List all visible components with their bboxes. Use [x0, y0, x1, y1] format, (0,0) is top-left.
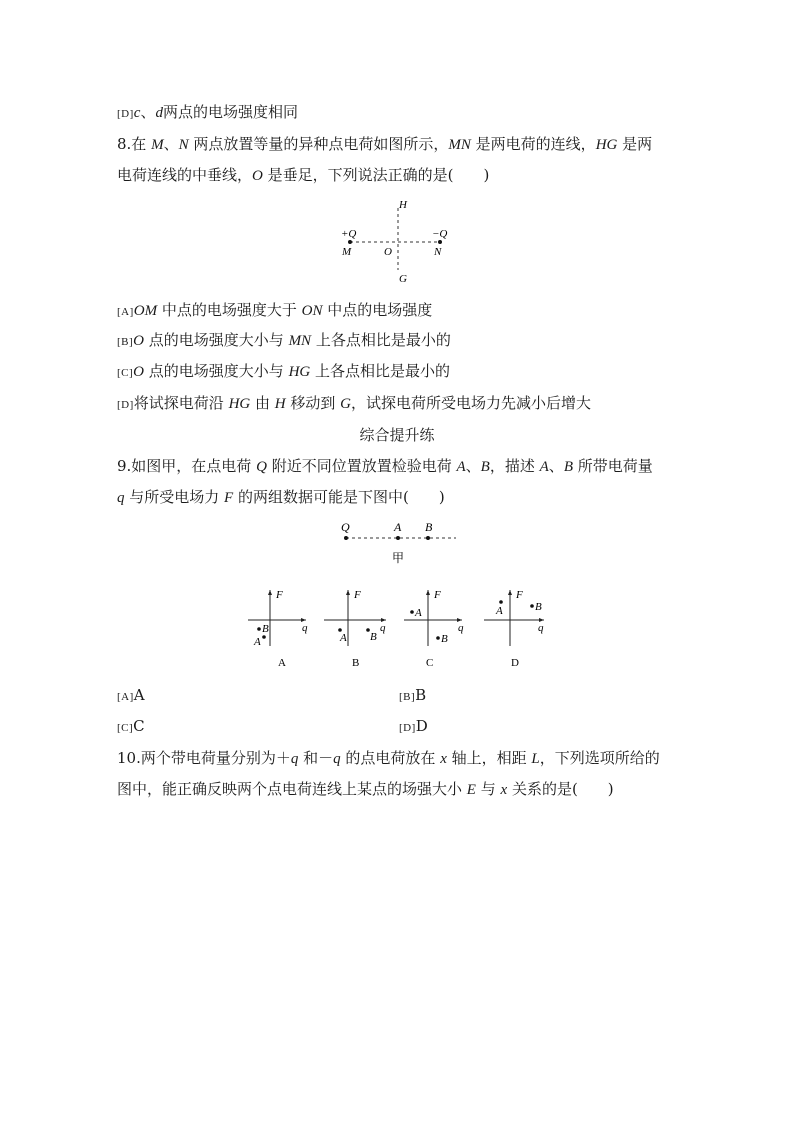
label-plus-q: +Q	[341, 228, 357, 240]
svg-text:B: B	[441, 633, 448, 645]
label-h: H	[399, 199, 407, 211]
svg-text:F: F	[434, 589, 441, 601]
q9-option-b: [B]B	[399, 686, 427, 704]
svg-text:A: A	[254, 636, 261, 648]
graph-c-point-b	[436, 636, 440, 640]
q10-stem-line1: 10.两个带电荷量分别为＋q 和－q 的点电荷放在 x 轴上，相距 L，下列选项所给的	[117, 749, 660, 767]
svg-text:B: B	[262, 623, 269, 635]
q9-option-a: [A]A	[117, 686, 145, 704]
point-b-dot	[426, 536, 430, 540]
svg-text:A: A	[415, 607, 422, 619]
svg-text:F: F	[516, 589, 523, 601]
graph-a-point-b	[257, 627, 261, 631]
graph-a	[248, 589, 308, 669]
svg-text:B: B	[535, 601, 542, 613]
label-o: O	[384, 246, 392, 258]
svg-text:q: q	[458, 622, 464, 634]
label-g: G	[399, 273, 407, 285]
graph-d-point-a	[499, 600, 503, 604]
graph-c	[404, 589, 464, 669]
caption-jia: 甲	[392, 551, 405, 565]
label-a: A	[394, 520, 402, 534]
label-q: Q	[341, 520, 350, 534]
point-q-dot	[344, 536, 348, 540]
label-n: N	[434, 246, 442, 258]
q8-option-a: [A]OM 中点的电场强度大于 ON 中点的电场强度	[117, 301, 433, 319]
svg-text:A: A	[496, 605, 503, 617]
q10-stem-line2: 图中，能正确反映两个点电荷连线上某点的场强大小 E 与 x 关系的是( )	[117, 780, 614, 798]
label-m: M	[342, 246, 352, 258]
svg-text:A: A	[340, 632, 347, 644]
svg-text:B: B	[370, 631, 377, 643]
q9-stem-line1: 9.如图甲，在点电荷 Q 附近不同位置放置检验电荷 A、B，描述 A、B 所带电荷量	[117, 457, 653, 475]
q8-option-b: [B]O 点的电场强度大小与 MN 上各点相比是最小的	[117, 331, 451, 349]
svg-text:q: q	[380, 622, 386, 634]
label-minus-q: −Q	[432, 228, 448, 240]
q8-stem-line2: 电荷连线的中垂线，O 是垂足，下列说法正确的是( )	[117, 166, 490, 184]
label-b: B	[425, 520, 433, 534]
point-a-dot	[396, 536, 400, 540]
q9-stem-line2: q 与所受电场力 F 的两组数据可能是下图中( )	[117, 488, 445, 506]
q8-figure	[330, 196, 470, 288]
q9-option-c: [C]C	[117, 717, 145, 735]
q9-graphs	[240, 586, 560, 670]
graph-b	[324, 589, 386, 669]
svg-text:B: B	[352, 657, 360, 669]
q8-stem-line1: 8.在 M、N 两点放置等量的异种点电荷如图所示，MN 是两电荷的连线，HG 是两	[117, 135, 653, 153]
q9-figure-jia	[330, 516, 470, 568]
section-title: 综合提升练	[359, 426, 435, 444]
graph-d	[484, 589, 544, 669]
q8-option-c: [C]O 点的电场强度大小与 HG 上各点相比是最小的	[117, 362, 451, 380]
q7-option-d: [D]c、d两点的电场强度相同	[117, 103, 298, 121]
charge-plus-dot	[348, 240, 352, 244]
charge-minus-dot	[438, 240, 442, 244]
svg-text:C: C	[426, 657, 434, 669]
graph-a-point-a	[262, 635, 266, 639]
graph-d-point-b	[530, 604, 534, 608]
svg-text:F: F	[354, 589, 361, 601]
svg-text:D: D	[511, 657, 519, 669]
q8-option-d: [D]将试探电荷沿 HG 由 H 移动到 G，试探电荷所受电场力先减小后增大	[117, 394, 592, 412]
svg-text:q: q	[302, 622, 308, 634]
svg-text:F: F	[276, 589, 283, 601]
q9-option-d: [D]D	[399, 717, 428, 735]
svg-text:q: q	[538, 622, 544, 634]
graph-c-point-a	[410, 610, 414, 614]
svg-text:A: A	[278, 657, 286, 669]
option-tag: [D]	[117, 108, 134, 120]
